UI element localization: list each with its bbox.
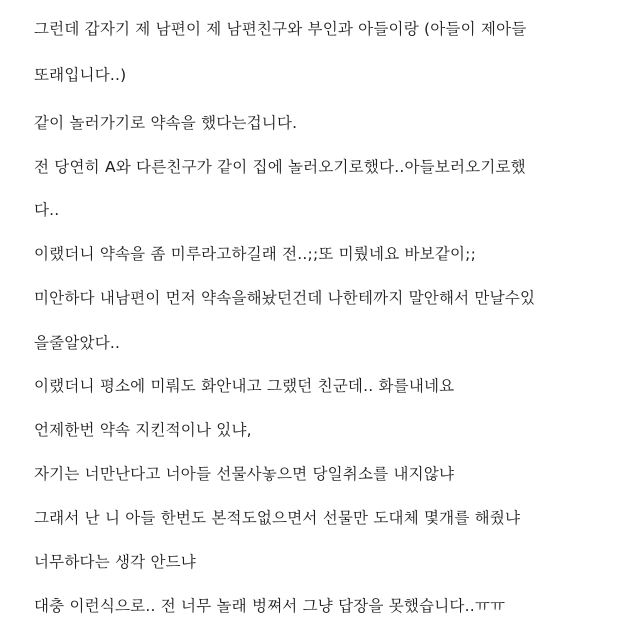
text-line-3: 같이 놀러가기로 약속을 했다는겁니다. <box>34 114 298 132</box>
text-line-9: 이랬더니 평소에 미뤄도 화안내고 그랬던 친군데.. 화를내네요 <box>34 377 455 395</box>
text-line-1: 그런데 갑자기 제 남편이 제 남편친구와 부인과 아들이랑 (아들이 제아들 <box>34 20 527 38</box>
text-line-11: 자기는 너만난다고 너아들 선물사놓으면 당일취소를 내지않냐 <box>34 465 455 483</box>
text-line-7: 미안하다 내남편이 먼저 약속을해놨던건데 나한테까지 말안해서 만날수있 <box>34 289 536 307</box>
text-line-2: 또래입니다..) <box>34 66 127 84</box>
text-line-8: 을줄알았다.. <box>34 334 121 352</box>
text-line-13: 너무하다는 생각 안드냐 <box>34 553 196 571</box>
text-line-12: 그래서 난 니 아들 한번도 본적도없으면서 선물만 도대체 몇개를 해줬냐 <box>34 509 521 527</box>
text-line-4: 전 당연히 A와 다른친구가 같이 집에 놀러오기로했다..아들보러오기로했 <box>34 158 526 176</box>
text-line-5: 다.. <box>34 201 60 219</box>
text-line-10: 언제한번 약속 지킨적이나 있냐, <box>34 421 252 439</box>
text-line-14: 대충 이런식으로.. 전 너무 놀래 벙쪄서 그냥 답장을 못했습니다..ㅠㅠ <box>34 597 506 615</box>
text-line-6: 이랬더니 약속을 좀 미루라고하길래 전..;;또 미뤘네요 바보같이;; <box>34 245 477 263</box>
